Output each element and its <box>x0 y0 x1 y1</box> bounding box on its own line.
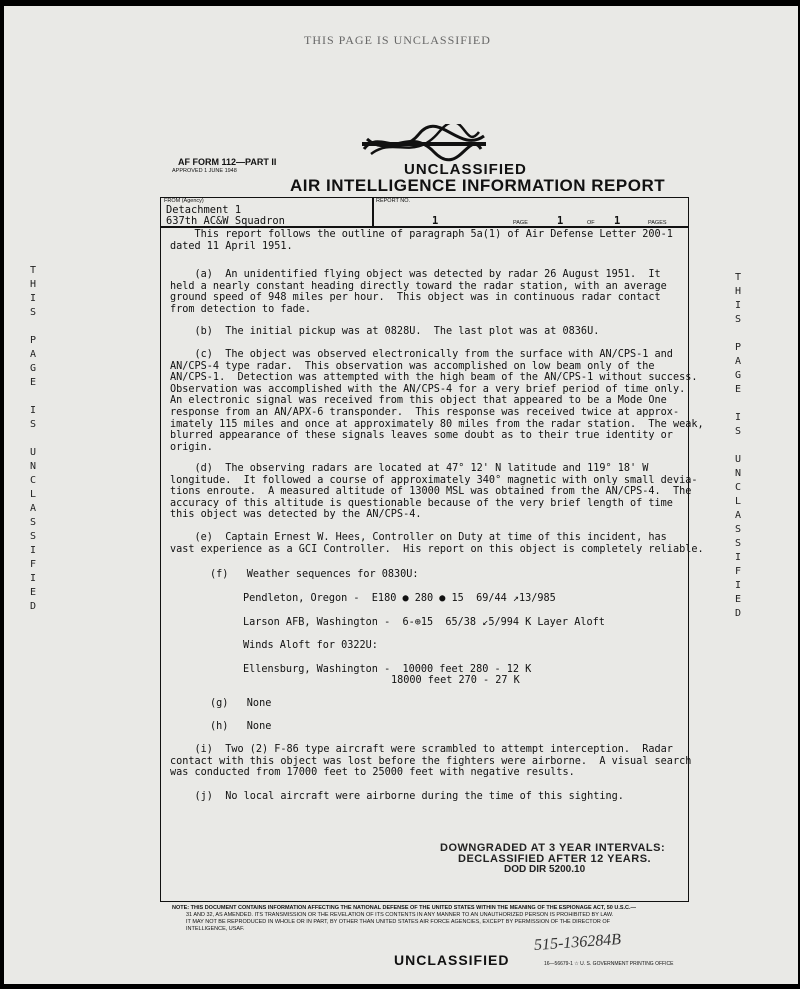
pages-label: PAGES <box>648 220 667 226</box>
side-stamp-letter: S <box>734 524 742 535</box>
report-no-value: 1 <box>432 215 439 227</box>
paragraph-d: (d) The observing radars are located at 47° 12' N latitude and 119° 18' W longitude. It followed a course of approximately 340° magnetic with only small devia- tions enroute. A measured altitude of 13000 MSL was obtained from the AN/CPS-4. The accuracy of this altitude is questionable because of the very brief length of time this object was detected by the AN/CPS-4. <box>170 463 698 521</box>
form-approved-date: APPROVED 1 JUNE 1948 <box>172 168 237 174</box>
right-side-stamp <box>731 271 745 621</box>
side-stamp-letter: F <box>29 559 37 570</box>
paragraph-g: (g) None <box>210 698 272 709</box>
side-stamp-letter: U <box>734 454 742 465</box>
form-title: AIR INTELLIGENCE INFORMATION REPORT <box>290 176 666 195</box>
from-label: FROM (Agency) <box>164 198 204 204</box>
winds-ellensburg-1: Ellensburg, Washington - 10000 feet 280 - 12 K <box>243 664 532 675</box>
report-no-label: REPORT NO. <box>376 198 411 204</box>
winds-ellensburg-2: 18000 feet 270 - 27 K <box>391 675 520 686</box>
side-stamp-letter: E <box>734 384 742 395</box>
side-stamp-letter: D <box>29 601 37 612</box>
side-stamp-letter <box>26 390 40 404</box>
downgrade-line-3: DOD DIR 5200.10 <box>504 864 586 875</box>
of-label: OF <box>587 220 595 226</box>
side-stamp-letter: T <box>29 265 37 276</box>
pages-value: 1 <box>614 215 621 227</box>
bottom-classification: UNCLASSIFIED <box>394 952 510 968</box>
side-stamp-letter: L <box>29 489 37 500</box>
top-classification-banner: THIS PAGE IS UNCLASSIFIED <box>304 33 491 47</box>
side-stamp-letter: S <box>29 307 37 318</box>
side-stamp-letter: S <box>29 531 37 542</box>
column-divider <box>372 197 374 227</box>
side-stamp-letter: I <box>29 293 37 304</box>
page-value: 1 <box>557 215 564 227</box>
side-stamp-letter: S <box>734 538 742 549</box>
paragraph-h: (h) None <box>210 721 272 732</box>
handwritten-archive-number: 515-136284B <box>533 930 622 955</box>
side-stamp-letter <box>731 439 745 453</box>
document-page <box>4 6 798 984</box>
side-stamp-letter: S <box>734 426 742 437</box>
side-stamp-letter: C <box>734 482 742 493</box>
page-label: PAGE <box>513 220 528 226</box>
side-stamp-letter: P <box>734 342 742 353</box>
winds-aloft-heading: Winds Aloft for 0322U: <box>243 640 378 651</box>
notice-line-4: INTELLIGENCE, USAF. <box>186 926 245 932</box>
side-stamp-letter: H <box>734 286 742 297</box>
weather-larson: Larson AFB, Washington - 6-⊕15 65/38 ↙5/994 K Layer Aloft <box>243 617 605 628</box>
side-stamp-letter: A <box>734 356 742 367</box>
side-stamp-letter <box>26 320 40 334</box>
side-stamp-letter: S <box>734 314 742 325</box>
from-line-1: Detachment 1 <box>166 204 242 216</box>
notice-line-2: 31 AND 32, AS AMENDED. ITS TRANSMISSION OR THE REVELATION OF ITS CONTENTS IN ANY MANNER TO AN UNAUTHORIZED PERSON IS PROHIBITED BY LAW. <box>186 912 614 918</box>
side-stamp-letter: F <box>734 566 742 577</box>
side-stamp-letter: G <box>734 370 742 381</box>
side-stamp-letter: I <box>734 300 742 311</box>
paragraph-j: (j) No local aircraft were airborne during the time of this sighting. <box>170 791 624 802</box>
side-stamp-letter: L <box>734 496 742 507</box>
paragraph-a: (a) An unidentified flying object was detected by radar 26 August 1951. It held a nearly constant heading directly toward the radar station, with an average ground speed of 948 miles per hour. This object was in continuous radar contact from detection to fade. <box>170 269 667 315</box>
side-stamp-letter: I <box>29 573 37 584</box>
side-stamp-letter: E <box>734 594 742 605</box>
side-stamp-letter: H <box>29 279 37 290</box>
side-stamp-letter: C <box>29 475 37 486</box>
side-stamp-letter <box>731 397 745 411</box>
side-stamp-letter: I <box>734 412 742 423</box>
side-stamp-letter: D <box>734 608 742 619</box>
side-stamp-letter: T <box>734 272 742 283</box>
side-stamp-letter: I <box>734 580 742 591</box>
paragraph-c: (c) The object was observed electronically from the surface with AN/CPS-1 and AN/CPS-4 type radar. This observation was accomplished on low beam only of the AN/CPS-1. Detection was attempted with the high beam of the AN/CPS-1 without success. Observation was accomplished with the AN/CPS-4 for a very brief period of time only. An electronic signal was received from this object that appeared to be a Mode One response from an AN/APX-6 transponder. This response was received twice at approx- imately 115 miles and once at approximately 80 miles from the radar station. The weak, blurred appearance of these signals leaves some doubt as to their true identity or origin. <box>170 349 704 453</box>
paragraph-e: (e) Captain Ernest W. Hees, Controller on Duty at time of this incident, has vast experience as a GCI Controller. His report on this object is completely reliable. <box>170 532 704 555</box>
paragraph-i: (i) Two (2) F-86 type aircraft were scrambled to attempt interception. Radar contact with this object was lost before the fighters were airborne. A visual search was conducted from 17000 feet to 25000 feet with negative results. <box>170 744 692 779</box>
side-stamp-letter: S <box>29 517 37 528</box>
side-stamp-letter: A <box>29 503 37 514</box>
side-stamp-letter: I <box>29 405 37 416</box>
left-side-stamp <box>26 264 40 614</box>
side-stamp-letter: I <box>29 545 37 556</box>
side-stamp-letter: E <box>29 377 37 388</box>
side-stamp-letter: G <box>29 363 37 374</box>
header-classification: UNCLASSIFIED <box>404 161 527 178</box>
side-stamp-letter: U <box>29 447 37 458</box>
from-line-2: 637th AC&W Squadron <box>166 215 285 227</box>
side-stamp-letter: N <box>29 461 37 472</box>
paragraph-f-heading: (f) Weather sequences for 0830U: <box>210 569 419 580</box>
notice-line-3: IT MAY NOT BE REPRODUCED IN WHOLE OR IN PART, BY OTHER THAN UNITED STATES AIR FORCE AGENCIES, EXCEPT BY PERMISSION OF THE DIRECTOR OF <box>186 919 610 925</box>
side-stamp-letter: N <box>734 468 742 479</box>
downgrade-line-1: DOWNGRADED AT 3 YEAR INTERVALS: <box>440 842 666 854</box>
form-number: AF FORM 112—PART II <box>178 157 277 167</box>
side-stamp-letter: I <box>734 552 742 563</box>
weather-pendleton: Pendleton, Oregon - E180 ● 280 ● 15 69/44 ↗13/985 <box>243 593 556 604</box>
scribbled-stamp-graphic <box>359 124 489 164</box>
printing-office-line: 16—56679-1 ☆ U. S. GOVERNMENT PRINTING OFFICE <box>544 961 674 967</box>
notice-line-1: NOTE: THIS DOCUMENT CONTAINS INFORMATION AFFECTING THE NATIONAL DEFENSE OF THE UNITED STATES WITHIN THE MEANING OF THE ESPIONAGE ACT, 50 U.S.C.— <box>172 905 637 911</box>
side-stamp-letter: A <box>734 510 742 521</box>
side-stamp-letter: A <box>29 349 37 360</box>
side-stamp-letter <box>26 432 40 446</box>
side-stamp-letter: S <box>29 419 37 430</box>
side-stamp-letter <box>731 327 745 341</box>
side-stamp-letter: P <box>29 335 37 346</box>
side-stamp-letter: E <box>29 587 37 598</box>
downgrade-line-2: DECLASSIFIED AFTER 12 YEARS. <box>458 853 652 865</box>
paragraph-b: (b) The initial pickup was at 0828U. The last plot was at 0836U. <box>170 326 600 337</box>
paragraph-intro: This report follows the outline of paragraph 5a(1) of Air Defense Letter 200-1 dated 11 April 1951. <box>170 229 673 252</box>
